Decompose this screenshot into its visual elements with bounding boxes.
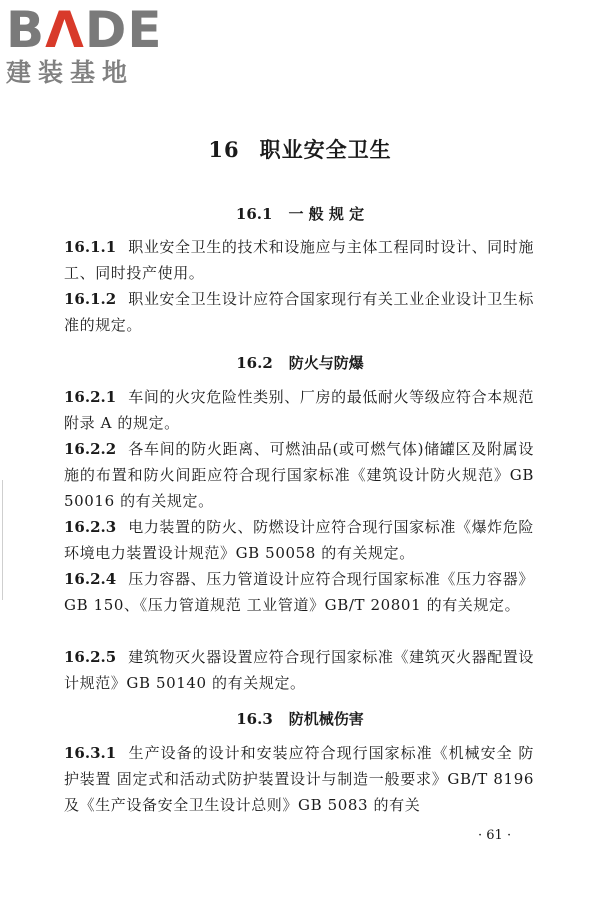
clause-number: 16.1.1 — [64, 238, 117, 256]
section-title-16-1 — [0, 203, 600, 224]
clause-number: 16.2.1 — [64, 388, 117, 406]
clause-16-2-5 — [64, 644, 534, 696]
clause-16-1-2 — [64, 286, 534, 338]
section-number: 16.3 — [236, 710, 273, 728]
bade-logo — [6, 1, 176, 88]
clause-number: 16.2.4 — [64, 570, 117, 588]
chapter-title-text: 职业安全卫生 — [259, 137, 392, 162]
clause-number: 16.1.2 — [64, 290, 117, 308]
clause-text: 生产设备的设计和安装应符合现行国家标准《机械安全 防护装置 固定式和活动式防护装置设计与制造一般要求》GB/T 8196 及《生产设备安全卫生设计总则》GB 5083 的有关 — [64, 744, 534, 814]
clause-text: 建筑物灭火器设置应符合现行国家标准《建筑灭火器配置设计规范》GB 50140 的有关规定。 — [64, 648, 534, 692]
section-title-16-3 — [0, 708, 600, 729]
logo-subtitle: 建装基地 — [6, 58, 135, 87]
section-title-text: 防机械伤害 — [288, 710, 364, 728]
section-number: 16.2 — [236, 354, 273, 372]
clause-number: 16.2.2 — [64, 440, 117, 458]
clause-16-2-1 — [64, 384, 534, 436]
clause-text: 压力容器、压力管道设计应符合现行国家标准《压力容器》GB 150、《压力管道规范 工业管道》GB/T 20801 的有关规定。 — [64, 570, 534, 614]
clause-text: 职业安全卫生的技术和设施应与主体工程同时设计、同时施工、同时投产使用。 — [64, 238, 534, 282]
clause-number: 16.3.1 — [64, 744, 117, 762]
logo-letter-b: B — [6, 1, 46, 59]
clause-number: 16.2.5 — [64, 648, 117, 666]
clause-16-2-2 — [64, 436, 534, 514]
chapter-number: 16 — [208, 137, 240, 162]
clause-text: 车间的火灾危险性类别、厂房的最低耐火等级应符合本规范附录 A 的规定。 — [64, 388, 534, 432]
section-title-text: 防火与防爆 — [288, 354, 364, 372]
section-title-16-2 — [0, 352, 600, 373]
clause-text: 职业安全卫生设计应符合国家现行有关工业企业设计卫生标准的规定。 — [64, 290, 534, 334]
logo-letters-de: DE — [84, 1, 163, 59]
chapter-title — [0, 134, 600, 164]
clause-text: 各车间的防火距离、可燃油品(或可燃气体)储罐区及附属设施的布置和防火间距应符合现行国家标准《建筑设计防火规范》GB 50016 的有关规定。 — [64, 440, 534, 510]
section-number: 16.1 — [235, 205, 273, 223]
page-number: · 61 · — [478, 828, 512, 843]
clause-16-2-3 — [64, 514, 534, 566]
clause-16-3-1 — [64, 740, 534, 818]
margin-scan-mark — [2, 480, 3, 600]
clause-text: 电力装置的防火、防燃设计应符合现行国家标准《爆炸危险环境电力装置设计规范》GB 50058 的有关规定。 — [64, 518, 534, 562]
logo-letter-a: Λ — [45, 1, 85, 59]
logo-wordmark — [6, 1, 176, 59]
clause-16-2-4 — [64, 566, 534, 618]
section-title-text: 一 般 规 定 — [288, 205, 365, 223]
clause-number: 16.2.3 — [64, 518, 117, 536]
clause-16-1-1 — [64, 234, 534, 286]
